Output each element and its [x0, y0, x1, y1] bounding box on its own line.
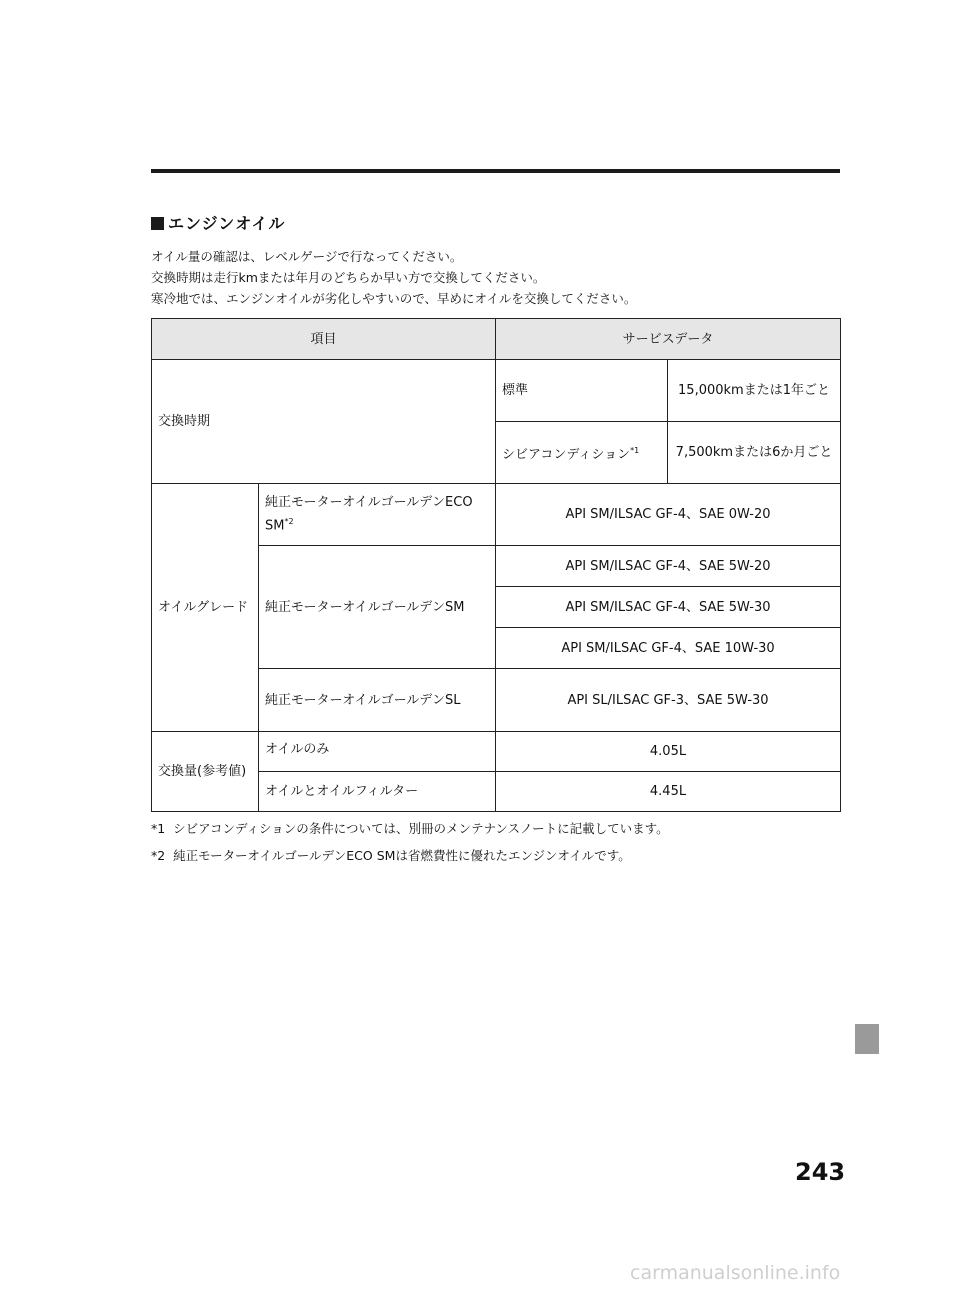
grade-sm-value-1: API SM/ILSAC GF-4、SAE 5W-20	[496, 546, 841, 587]
interval-severe-label: シビアコンディション	[502, 447, 631, 463]
table-header-row	[152, 319, 841, 360]
interval-severe-value: 7,500kmまたは6か月ごと	[668, 422, 841, 484]
square-bullet-icon	[151, 217, 164, 230]
grade-label: オイルグレード	[152, 484, 259, 732]
table-row	[152, 360, 841, 422]
footnotes	[151, 818, 669, 872]
section-title: エンジンオイル	[168, 214, 286, 233]
grade-sm-value-3: API SM/ILSAC GF-4、SAE 10W-30	[496, 628, 841, 669]
footnote-text: 純正モーターオイルゴールデンECO SMは省燃費性に優れたエンジンオイルです。	[173, 848, 631, 863]
intro-line: オイル量の確認は、レベルゲージで行なってください。	[151, 249, 463, 264]
table-row	[152, 732, 841, 772]
footnote-text: シビアコンディションの条件については、別冊のメンテナンスノートに記載しています。	[173, 821, 669, 836]
grade-sl-label: 純正モーターオイルゴールデンSL	[259, 669, 496, 732]
intro-text	[151, 246, 636, 309]
capacity-oil-only-label: オイルのみ	[259, 732, 496, 772]
grade-eco-label: 純正モーターオイルゴールデンECO SM	[265, 495, 473, 534]
grade-sm-label: 純正モーターオイルゴールデンSM	[259, 546, 496, 669]
footnote-mark: *2	[151, 848, 166, 863]
chapter-side-tab	[855, 1024, 879, 1054]
page-number: 243	[795, 1158, 846, 1186]
engine-oil-table	[151, 318, 841, 812]
header-item: 項目	[152, 319, 496, 360]
table-row	[152, 484, 841, 546]
top-rule	[151, 169, 840, 173]
intro-line: 交換時期は走行kmまたは年月のどちらか早い方で交換してください。	[151, 270, 546, 285]
footnote	[151, 818, 669, 840]
note-mark: *2	[284, 517, 294, 527]
note-mark: *1	[630, 445, 640, 455]
grade-eco-value: API SM/ILSAC GF-4、SAE 0W-20	[496, 484, 841, 546]
watermark: carmanualsonline.info	[630, 1262, 841, 1284]
footnote-mark: *1	[151, 821, 166, 836]
interval-severe-cell	[496, 422, 668, 484]
interval-standard-label: 標準	[496, 360, 668, 422]
header-service-data: サービスデータ	[496, 319, 841, 360]
grade-sm-value-2: API SM/ILSAC GF-4、SAE 5W-30	[496, 587, 841, 628]
capacity-label: 交換量(参考値)	[152, 732, 259, 812]
capacity-oil-filter-label: オイルとオイルフィルター	[259, 772, 496, 812]
interval-label: 交換時期	[152, 360, 496, 484]
grade-sl-value: API SL/ILSAC GF-3、SAE 5W-30	[496, 669, 841, 732]
intro-line: 寒冷地では、エンジンオイルが劣化しやすいので、早めにオイルを交換してください。	[151, 291, 637, 306]
section-heading	[151, 211, 285, 234]
grade-eco-cell	[259, 484, 496, 546]
capacity-oil-filter-value: 4.45L	[496, 772, 841, 812]
interval-standard-value: 15,000kmまたは1年ごと	[668, 360, 841, 422]
capacity-oil-only-value: 4.05L	[496, 732, 841, 772]
footnote	[151, 845, 669, 867]
